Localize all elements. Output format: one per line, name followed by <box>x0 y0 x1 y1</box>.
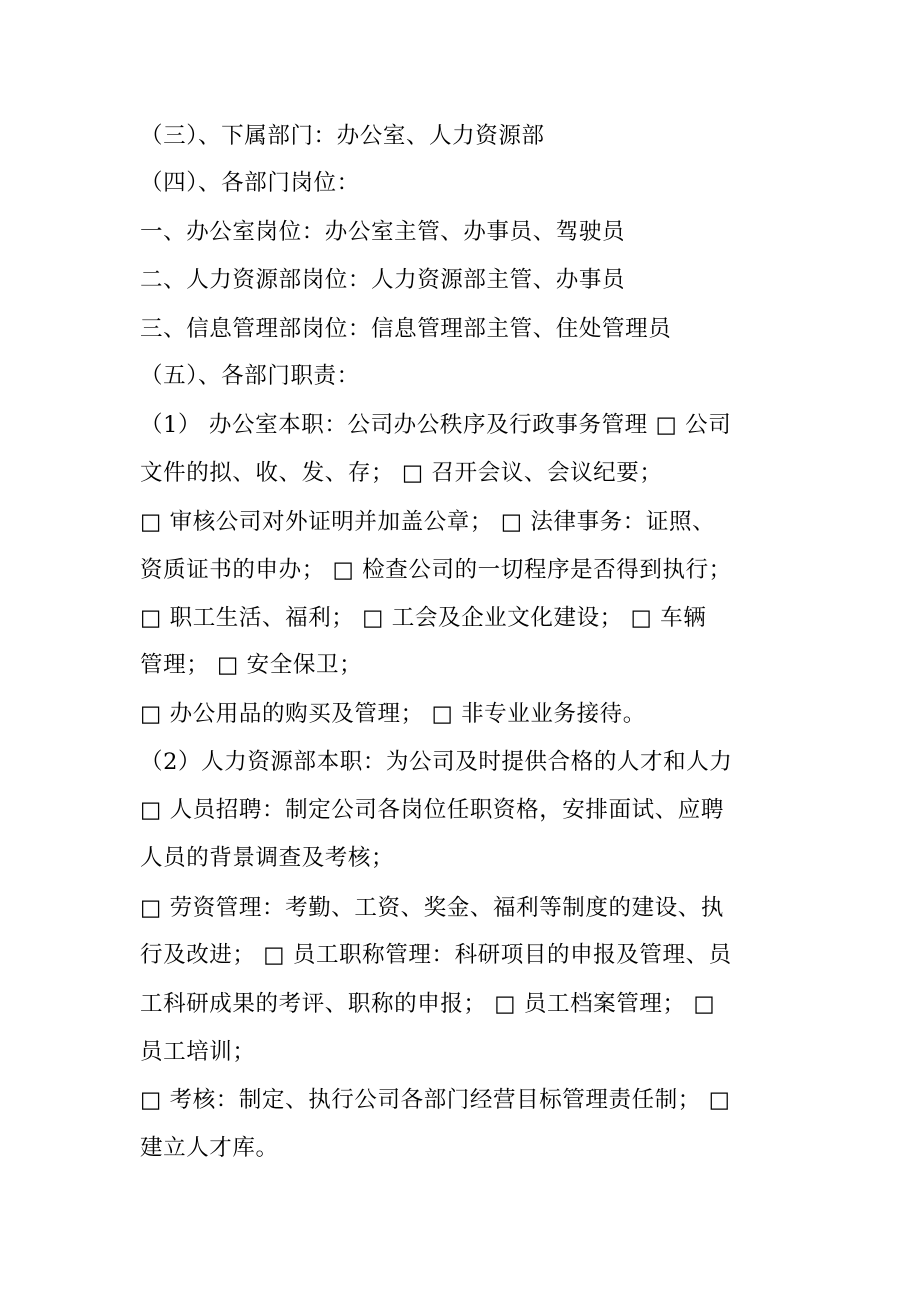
text-line: 二、人力资源部岗位：人力资源部主管、办事员 <box>140 267 626 293</box>
text-line: 人员的背景调查及考核； <box>140 845 395 871</box>
text-line: 行及改进； □ 员工职称管理：科研项目的申报及管理、员 <box>140 942 732 968</box>
text-line: 一、办公室岗位：办公室主管、办事员、驾驶员 <box>140 219 626 245</box>
text-line: 资质证书的申办； □ 检查公司的一切程序是否得到执行； <box>140 557 732 583</box>
text-line: □ 考核：制定、执行公司各部门经营目标管理责任制； □ <box>140 1087 731 1113</box>
text-line: （四）、各部门岗位： <box>140 170 360 196</box>
text-line: （五）、各部门职责： <box>140 363 360 389</box>
text-line: □ 人员招聘：制定公司各岗位任职资格，安排面试、应聘 <box>140 797 725 823</box>
text-line: 工科研成果的考评、职称的申报； □ 员工档案管理； □ <box>140 991 716 1017</box>
text-line: □ 审核公司对外证明并加盖公章； □ 法律事务：证照、 <box>140 509 716 535</box>
text-line: 管理； □ 安全保卫； <box>140 652 363 678</box>
text-line: 员工培训； <box>140 1039 256 1065</box>
text-line: （1） 办公室本职：公司办公秩序及行政事务管理 □ 公司 <box>140 412 732 438</box>
text-line: 三、信息管理部岗位：信息管理部主管、住处管理员 <box>140 316 672 342</box>
text-line: （2）人力资源部本职：为公司及时提供合格的人才和人力 <box>140 749 733 775</box>
text-line: □ 劳资管理：考勤、工资、奖金、福利等制度的建设、执 <box>140 895 725 921</box>
text-line: □ 办公用品的购买及管理； □ 非专业业务接待。 <box>140 701 646 727</box>
text-line: 建立人才库。 <box>140 1135 279 1161</box>
text-line: （三）、下属部门：办公室、人力资源部 <box>140 123 545 149</box>
text-line: 文件的拟、收、发、存； □ 召开会议、会议纪要； <box>140 460 663 486</box>
text-line: □ 职工生活、福利； □ 工会及企业文化建设； □ 车辆 <box>140 605 707 631</box>
